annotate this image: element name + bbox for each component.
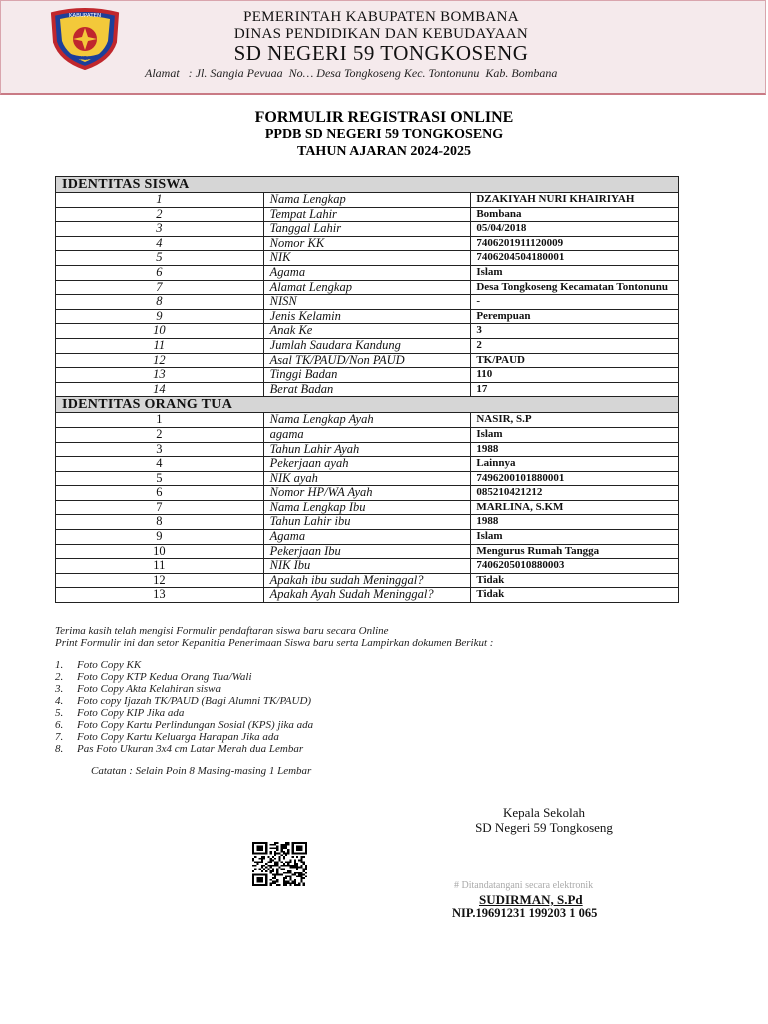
orangtua-row-value: 7406205010880003 <box>471 559 679 574</box>
form-subtitle: PPDB SD NEGERI 59 TONGKOSENG <box>264 127 504 142</box>
siswa-row-label: Asal TK/PAUD/Non PAUD <box>263 353 471 368</box>
siswa-row <box>56 207 679 222</box>
header-government: PEMERINTAH KABUPATEN BOMBANA <box>243 9 519 25</box>
orangtua-row-label: Pekerjaan Ibu <box>263 544 471 559</box>
orangtua-row-value: MARLINA, S.KM <box>471 500 679 515</box>
orangtua-row-label: Agama <box>263 530 471 545</box>
orangtua-row-value: Islam <box>471 427 679 442</box>
orangtua-row <box>56 442 679 457</box>
siswa-row-label: Nomor KK <box>263 236 471 251</box>
orangtua-row-value: NASIR, S.P <box>471 413 679 428</box>
siswa-row <box>56 280 679 295</box>
orangtua-row-value: 7496200101880001 <box>471 471 679 486</box>
siswa-row <box>56 338 679 353</box>
header-school-name: SD NEGERI 59 TONGKOSENG <box>233 41 529 65</box>
siswa-row-no: 14 <box>56 382 264 397</box>
orangtua-row-no: 7 <box>56 500 264 515</box>
orangtua-row <box>56 588 679 603</box>
siswa-row-value: 110 <box>471 368 679 383</box>
orangtua-row-label: Nama Lengkap Ibu <box>263 500 471 515</box>
orangtua-row-label: Pekerjaan ayah <box>263 457 471 472</box>
orangtua-row <box>56 413 679 428</box>
form-title: FORMULIR REGISTRASI ONLINE <box>254 109 514 126</box>
document-item-label: Foto Copy KK <box>77 659 142 671</box>
orangtua-row-label: Tahun Lahir Ayah <box>263 442 471 457</box>
letterhead <box>0 0 766 95</box>
required-documents-list <box>55 659 313 755</box>
siswa-row <box>56 309 679 324</box>
orangtua-row-label: Apakah ibu sudah Meninggal? <box>263 573 471 588</box>
orangtua-row-no: 13 <box>56 588 264 603</box>
document-item: 8. Pas Foto Ukuran 3x4 cm Latar Merah dua Lembar <box>55 743 304 755</box>
document-item: 5. Foto Copy KIP Jika ada <box>55 707 185 719</box>
orangtua-row <box>56 559 679 574</box>
orangtua-row <box>56 544 679 559</box>
svg-text:BOMBANA: BOMBANA <box>72 56 98 62</box>
orangtua-row <box>56 530 679 545</box>
registration-table <box>55 176 679 603</box>
signature-role: Kepala Sekolah <box>503 805 585 820</box>
orangtua-row-label: Nama Lengkap Ayah <box>263 413 471 428</box>
siswa-row-label: Alamat Lengkap <box>263 280 471 295</box>
siswa-row-no: 6 <box>56 265 264 280</box>
section-header-siswa <box>56 177 679 193</box>
siswa-row-label: NIK <box>263 251 471 266</box>
orangtua-row-no: 1 <box>56 413 264 428</box>
header-address: Alamat : Jl. Sangia Pevuaa No… Desa Tongkoseng Kec. Tontonunu Kab. Bombana <box>145 66 558 80</box>
orangtua-row-label: NIK Ibu <box>263 559 471 574</box>
esign-note: # Ditandatangani secara elektronik <box>454 880 594 891</box>
document-item: 1. Foto Copy KK <box>55 659 142 671</box>
siswa-row-no: 13 <box>56 368 264 383</box>
siswa-row <box>56 295 679 310</box>
siswa-row-no: 9 <box>56 309 264 324</box>
siswa-row <box>56 382 679 397</box>
siswa-row-no: 3 <box>56 222 264 237</box>
orangtua-row-value: Tidak <box>471 588 679 603</box>
signatory-nip: NIP.19691231 199203 1 065 <box>452 906 598 920</box>
siswa-row-label: Anak Ke <box>263 324 471 339</box>
header-department: DINAS PENDIDIKAN DAN KEBUDAYAAN <box>233 26 529 42</box>
siswa-row-no: 8 <box>56 295 264 310</box>
orangtua-row <box>56 500 679 515</box>
orangtua-row-no: 3 <box>56 442 264 457</box>
siswa-row <box>56 236 679 251</box>
signature-school: SD Negeri 59 Tongkoseng <box>475 820 613 835</box>
orangtua-row-no: 6 <box>56 486 264 501</box>
siswa-row-no: 10 <box>56 324 264 339</box>
orangtua-row <box>56 457 679 472</box>
siswa-row <box>56 265 679 280</box>
siswa-row-no: 5 <box>56 251 264 266</box>
orangtua-row-label: Apakah Ayah Sudah Meninggal? <box>263 588 471 603</box>
siswa-row-value: - <box>471 295 679 310</box>
signatory-name: SUDIRMAN, S.Pd <box>479 892 583 907</box>
document-item: 7. Foto Copy Kartu Keluarga Harapan Jika ada <box>55 731 279 743</box>
orangtua-row-value: Lainnya <box>471 457 679 472</box>
document-item-label: Foto Copy KTP Kedua Orang Tua/Wali <box>77 671 252 683</box>
orangtua-row-label: Tahun Lahir ibu <box>263 515 471 530</box>
siswa-row-label: Agama <box>263 265 471 280</box>
siswa-row-label: Berat Badan <box>263 382 471 397</box>
siswa-row-value: 17 <box>471 382 679 397</box>
siswa-row <box>56 251 679 266</box>
orangtua-row-value: 1988 <box>471 442 679 457</box>
orangtua-row <box>56 427 679 442</box>
section-title-orangtua: IDENTITAS ORANG TUA <box>56 397 679 413</box>
orangtua-row-no: 5 <box>56 471 264 486</box>
orangtua-row-value: Tidak <box>471 573 679 588</box>
siswa-row-label: Tempat Lahir <box>263 207 471 222</box>
siswa-row <box>56 324 679 339</box>
siswa-row-no: 1 <box>56 193 264 208</box>
siswa-row-value: 2 <box>471 338 679 353</box>
svg-text:KABUPATEN: KABUPATEN <box>68 13 102 19</box>
siswa-row-label: NISN <box>263 295 471 310</box>
orangtua-row-label: NIK ayah <box>263 471 471 486</box>
siswa-row-value: Perempuan <box>471 309 679 324</box>
catatan-note: Catatan : Selain Poin 8 Masing-masing 1 Lembar <box>91 765 312 777</box>
form-year: TAHUN AJARAN 2024-2025 <box>297 144 471 159</box>
document-item-label: Foto Copy Kartu Perlindungan Sosial (KPS) jika ada <box>77 719 314 731</box>
orangtua-row-label: Nomor HP/WA Ayah <box>263 486 471 501</box>
siswa-row-no: 11 <box>56 338 264 353</box>
bombana-regency-emblem-icon <box>49 8 121 70</box>
orangtua-row-value: 1988 <box>471 515 679 530</box>
siswa-row-value: Desa Tongkoseng Kecamatan Tontonunu <box>471 280 679 295</box>
orangtua-row <box>56 515 679 530</box>
siswa-row-value: 05/04/2018 <box>471 222 679 237</box>
document-item: 6. Foto Copy Kartu Perlindungan Sosial (KPS) jika ada <box>55 719 314 731</box>
siswa-row-label: Nama Lengkap <box>263 193 471 208</box>
siswa-row-value: 7406201911120009 <box>471 236 679 251</box>
orangtua-row-value: Mengurus Rumah Tangga <box>471 544 679 559</box>
orangtua-row-no: 4 <box>56 457 264 472</box>
orangtua-row <box>56 471 679 486</box>
orangtua-row-no: 10 <box>56 544 264 559</box>
orangtua-row-no: 11 <box>56 559 264 574</box>
section-title-siswa: IDENTITAS SISWA <box>56 177 679 193</box>
siswa-row-label: Tanggal Lahir <box>263 222 471 237</box>
siswa-row-value: TK/PAUD <box>471 353 679 368</box>
siswa-row-no: 2 <box>56 207 264 222</box>
document-item-label: Foto Copy KIP Jika ada <box>77 707 185 719</box>
orangtua-row-label: agama <box>263 427 471 442</box>
siswa-row-value: DZAKIYAH NURI KHAIRIYAH <box>471 193 679 208</box>
orangtua-row-no: 8 <box>56 515 264 530</box>
siswa-row-label: Jenis Kelamin <box>263 309 471 324</box>
siswa-row-label: Jumlah Saudara Kandung <box>263 338 471 353</box>
siswa-row-no: 4 <box>56 236 264 251</box>
document-item: 2. Foto Copy KTP Kedua Orang Tua/Wali <box>55 671 252 683</box>
document-item-label: Foto Copy Akta Kelahiran siswa <box>77 683 222 695</box>
siswa-row <box>56 353 679 368</box>
document-item-label: Pas Foto Ukuran 3x4 cm Latar Merah dua Lembar <box>77 743 304 755</box>
siswa-row <box>56 222 679 237</box>
siswa-row-value: 7406204504180001 <box>471 251 679 266</box>
siswa-row-value: Islam <box>471 265 679 280</box>
siswa-row-no: 12 <box>56 353 264 368</box>
orangtua-row <box>56 486 679 501</box>
section-header-orangtua <box>56 397 679 413</box>
orangtua-row-value: Islam <box>471 530 679 545</box>
document-item-label: Foto Copy Kartu Keluarga Harapan Jika ada <box>77 731 279 743</box>
siswa-row <box>56 368 679 383</box>
document-item: 4. Foto copy Ijazah TK/PAUD (Bagi Alumni TK/PAUD) <box>55 695 312 707</box>
document-item-label: Foto copy Ijazah TK/PAUD (Bagi Alumni TK/PAUD) <box>77 695 312 707</box>
document-item: 3. Foto Copy Akta Kelahiran siswa <box>55 683 222 695</box>
orangtua-row-no: 9 <box>56 530 264 545</box>
orangtua-row-no: 12 <box>56 573 264 588</box>
siswa-row-label: Tinggi Badan <box>263 368 471 383</box>
thanks-note: Terima kasih telah mengisi Formulir pendaftaran siswa baru secara Online <box>55 625 389 637</box>
orangtua-row <box>56 573 679 588</box>
print-instruction: Print Formulir ini dan setor Kepanitia Penerimaan Siswa baru serta Lampirkan dokumen Berikut : <box>55 637 494 649</box>
orangtua-row-no: 2 <box>56 427 264 442</box>
orangtua-row-value: 085210421212 <box>471 486 679 501</box>
siswa-row-value: Bombana <box>471 207 679 222</box>
siswa-row-no: 7 <box>56 280 264 295</box>
siswa-row <box>56 193 679 208</box>
qr-code-icon <box>252 842 307 886</box>
siswa-row-value: 3 <box>471 324 679 339</box>
